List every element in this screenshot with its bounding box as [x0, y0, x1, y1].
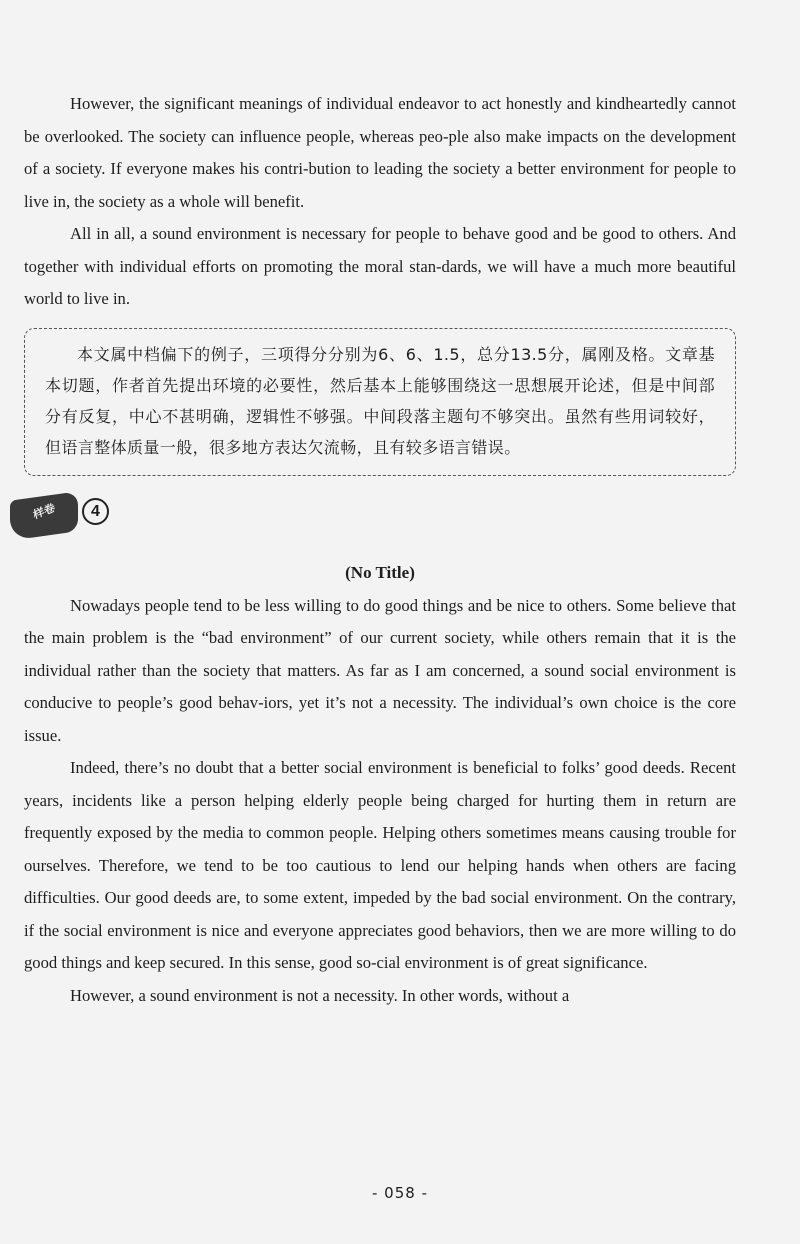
- page-number: - 058 -: [372, 1184, 428, 1202]
- teacher-comment-box: [24, 328, 736, 476]
- sample-badge: [24, 494, 736, 552]
- document-page: [24, 88, 736, 1012]
- body-paragraph: All in all, a sound environment is necessary for people to behave good and be good to others. And together with individual efforts on promoting the moral stan-dards, we will have a much more beautiful world to live in.: [24, 224, 736, 308]
- sample-tag-label: 样卷: [31, 500, 57, 522]
- body-paragraph: However, the significant meanings of individual endeavor to act honestly and kindheartedly cannot be overlooked. The society can influence people, whereas peo-ple also make impacts on the development of a society. If everyone makes his contri-bution to leading the society a better environment for people to live in, the society as a whole will benefit.: [24, 94, 736, 211]
- essay-paragraph: Nowadays people tend to be less willing to do good things and be nice to others. Some believe that the main problem is the “bad environment” of our current society, while others remain that it is the individual rather than the society that matters. As far as I am concerned, a sound social environment is conducive to people’s good behav-iors, yet it’s not a necessity. The individual’s own choice is the core issue.: [24, 595, 736, 745]
- teacher-comment-text: 本文属中档偏下的例子，三项得分分别为6、6、1.5，总分13.5分，属刚及格。文章基本切题，作者首先提出环境的必要性，然后基本上能够围绕这一思想展开论述，但是中间部分有反复，中心不甚明确，逻辑性不够强。中间段落主题句不够突出。虽然有些用词较好，但语言整体质量一般，很多地方表达欠流畅，且有较多语言错误。: [45, 344, 715, 457]
- essay-title: (No Title): [345, 562, 415, 582]
- essay-paragraph: Indeed, there’s no doubt that a better social environment is beneficial to folks’ good deeds. Recent years, incidents like a person helping elderly people being charged for hurting them in return are frequently exposed by the media to common people. Helping others sometimes means causing trouble for ourselves. Therefore, we tend to be too cautious to lend our helping hands when others are facing difficulties. Our good deeds are, to some extent, impeded by the bad social environment. On the contrary, if the social environment is nice and everyone appreciates good behaviors, then we are more willing to do good things and keep secured. In this sense, good so-cial environment is of great significance.: [24, 758, 736, 972]
- sample-number: 4: [82, 498, 109, 525]
- sample-tag-icon: [10, 491, 78, 541]
- essay-paragraph: However, a sound environment is not a necessity. In other words, without a: [70, 985, 570, 1005]
